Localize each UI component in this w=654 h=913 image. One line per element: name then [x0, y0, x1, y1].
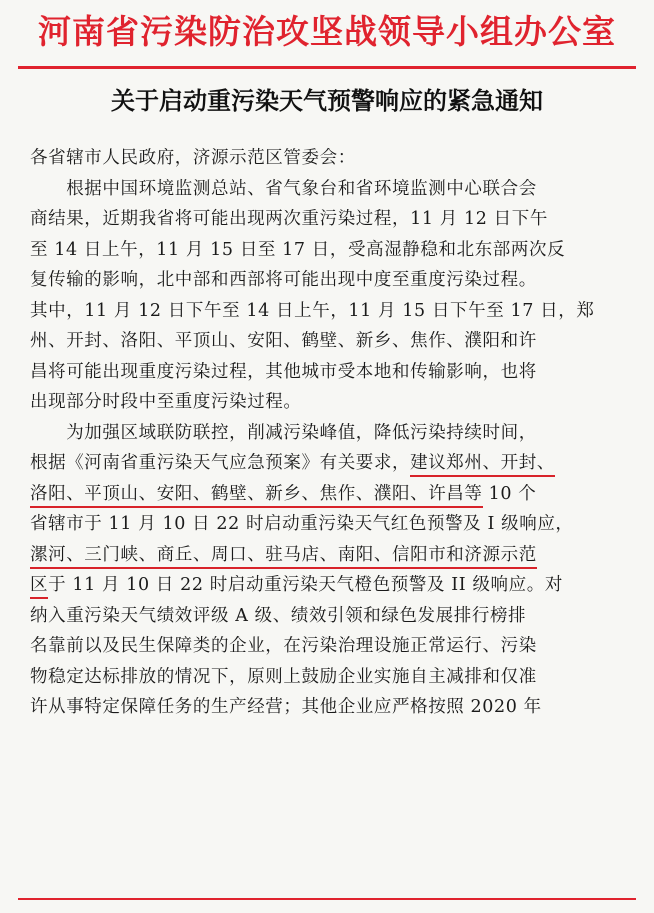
document-title: 关于启动重污染天气预警响应的紧急通知: [111, 87, 543, 115]
body-line: 纳入重污染天气绩效评级 A 级、绩效引领和绿色发展排行榜排: [30, 605, 527, 626]
body-line: 出现部分时段中至重度污染过程。: [30, 392, 302, 412]
body-line: 其中，11 月 12 日下午至 14 日上午，11 月 15 日下午至 17 日，郑: [30, 300, 595, 321]
body-line: 昌将可能出现重度污染过程，其他城市受本地和传输影响，也将: [30, 361, 537, 382]
body-text: 根据《河南省重污染天气应急预案》有关要求，: [30, 453, 411, 473]
document-body: [30, 143, 630, 723]
body-line: 州、开封、洛阳、平顶山、安阳、鹤壁、新乡、焦作、濮阳和许: [30, 331, 537, 351]
underlined-text: 区: [30, 575, 48, 599]
body-line: 根据中国环境监测总站、省气象台和省环境监测中心联合会: [30, 178, 537, 199]
header-red-rule: [18, 66, 636, 69]
body-line: 名靠前以及民生保障类的企业，在污染治理设施正常运行、污染: [30, 636, 537, 656]
underlined-text: 洛阳、平顶山、安阳、鹤壁、新乡、焦作、濮阳、许昌等: [30, 484, 483, 508]
footer-red-rule: [18, 898, 636, 900]
body-text: 于 11 月 10 日 22 时启动重污染天气橙色预警及 II 级响应。对: [48, 575, 563, 595]
body-line: 为加强区域联防联控，削减污染峰值，降低污染持续时间，: [30, 422, 537, 443]
body-line: [30, 540, 630, 571]
underlined-text: 漯河、三门峡、商丘、周口、驻马店、南阳、信阳市和济源示范: [30, 545, 537, 569]
body-line: [30, 448, 630, 479]
body-line: 商结果，近期我省将可能出现两次重污染过程，11 月 12 日下午: [30, 209, 548, 229]
body-line: [30, 479, 630, 510]
body-line: 省辖市于 11 月 10 日 22 时启动重污染天气红色预警及 I 级响应，: [30, 514, 574, 534]
body-line: 至 14 日上午，11 月 15 日至 17 日，受高湿静稳和北东部两次反: [30, 239, 566, 260]
salutation: 各省辖市人民政府，济源示范区管委会：: [30, 148, 356, 168]
body-line: [30, 570, 630, 601]
issuing-organization-header: 河南省污染防治攻坚战领导小组办公室: [38, 12, 616, 51]
body-line: 复传输的影响，北中部和西部将可能出现中度至重度污染过程。: [30, 270, 537, 290]
body-line: 物稳定达标排放的情况下，原则上鼓励企业实施自主减排和仅准: [30, 666, 537, 687]
body-text: 10 个: [482, 483, 537, 504]
underlined-text: 建议郑州、开封、: [410, 453, 555, 477]
body-line: 许从事特定保障任务的生产经营；其他企业应严格按照 2020 年: [30, 697, 542, 717]
